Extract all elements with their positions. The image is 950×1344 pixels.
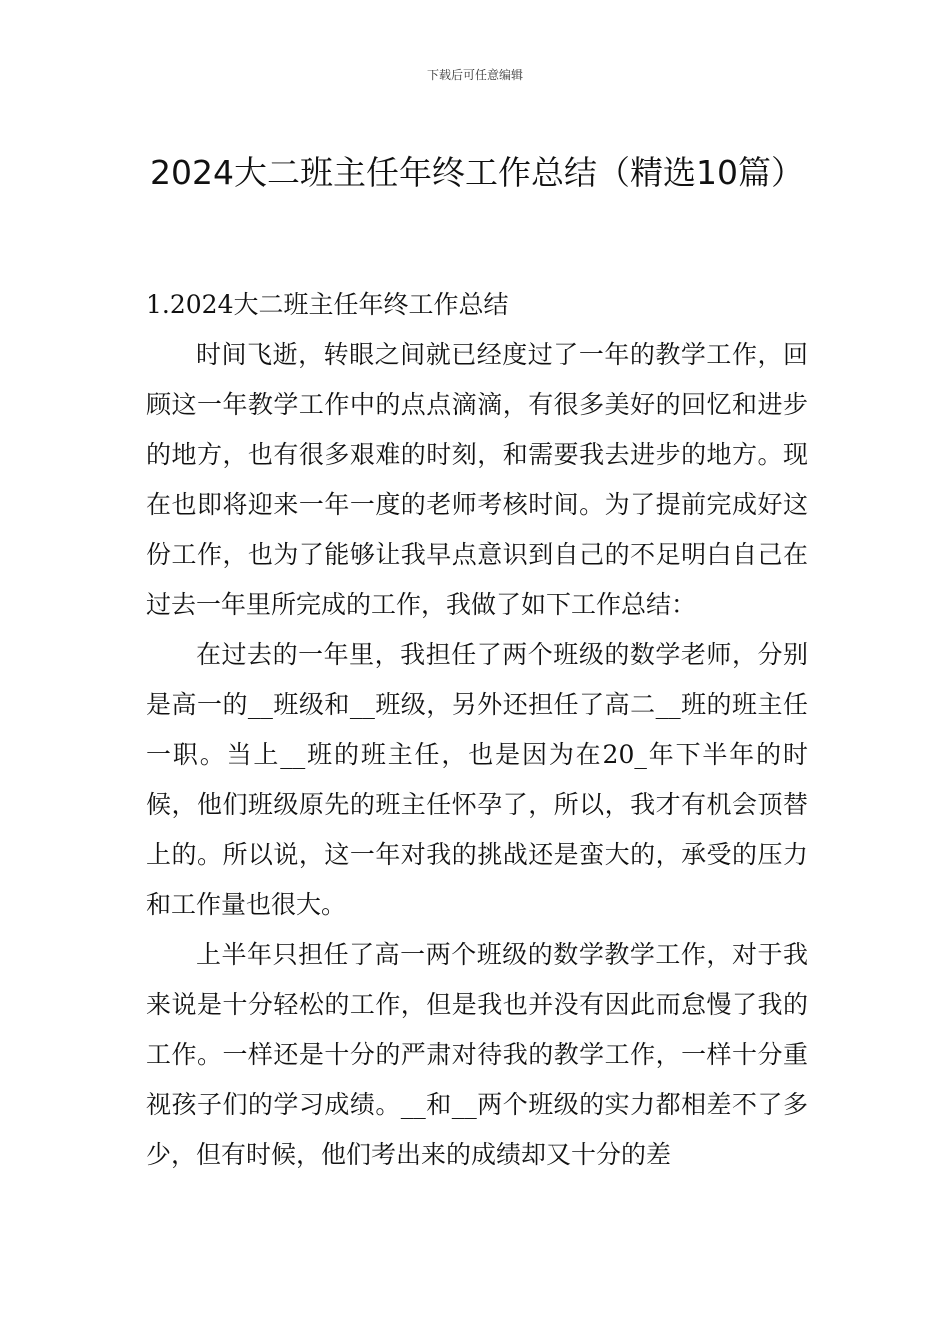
document-title: 2024大二班主任年终工作总结（精选10篇） (150, 153, 804, 193)
paragraph-1: 时间飞逝，转眼之间就已经度过了一年的教学工作，回顾这一年教学工作中的点点滴滴，有很多美好的回忆和进步的地方，也有很多艰难的时刻，和需要我去进步的地方。现在也即将迎来一年一度的老师考核时间。为了提前完成好这份工作，也为了能够让我早点意识到自己的不足明白自己在过去一年里所完成的工作，我做了如下工作总结： (146, 340, 808, 619)
document-body (146, 280, 808, 1180)
paragraph-2: 在过去的一年里，我担任了两个班级的数学老师，分别是高一的__班级和__班级，另外还担任了高二__班的班主任一职。当上__班的班主任，也是因为在20_年下半年的时候，他们班级原先的班主任怀孕了，所以，我才有机会顶替上的。所以说，这一年对我的挑战还是蛮大的，承受的压力和工作量也很大。 (146, 640, 808, 919)
paragraph-3: 上半年只担任了高一两个班级的数学教学工作，对于我来说是十分轻松的工作，但是我也并没有因此而怠慢了我的工作。一样还是十分的严肃对待我的教学工作，一样十分重视孩子们的学习成绩。__和__两个班级的实力都相差不了多少，但有时候，他们考出来的成绩却又十分的差 (146, 940, 808, 1169)
section-heading: 1.2024大二班主任年终工作总结 (146, 290, 509, 319)
header-note: 下载后可任意编辑 (426, 68, 523, 82)
